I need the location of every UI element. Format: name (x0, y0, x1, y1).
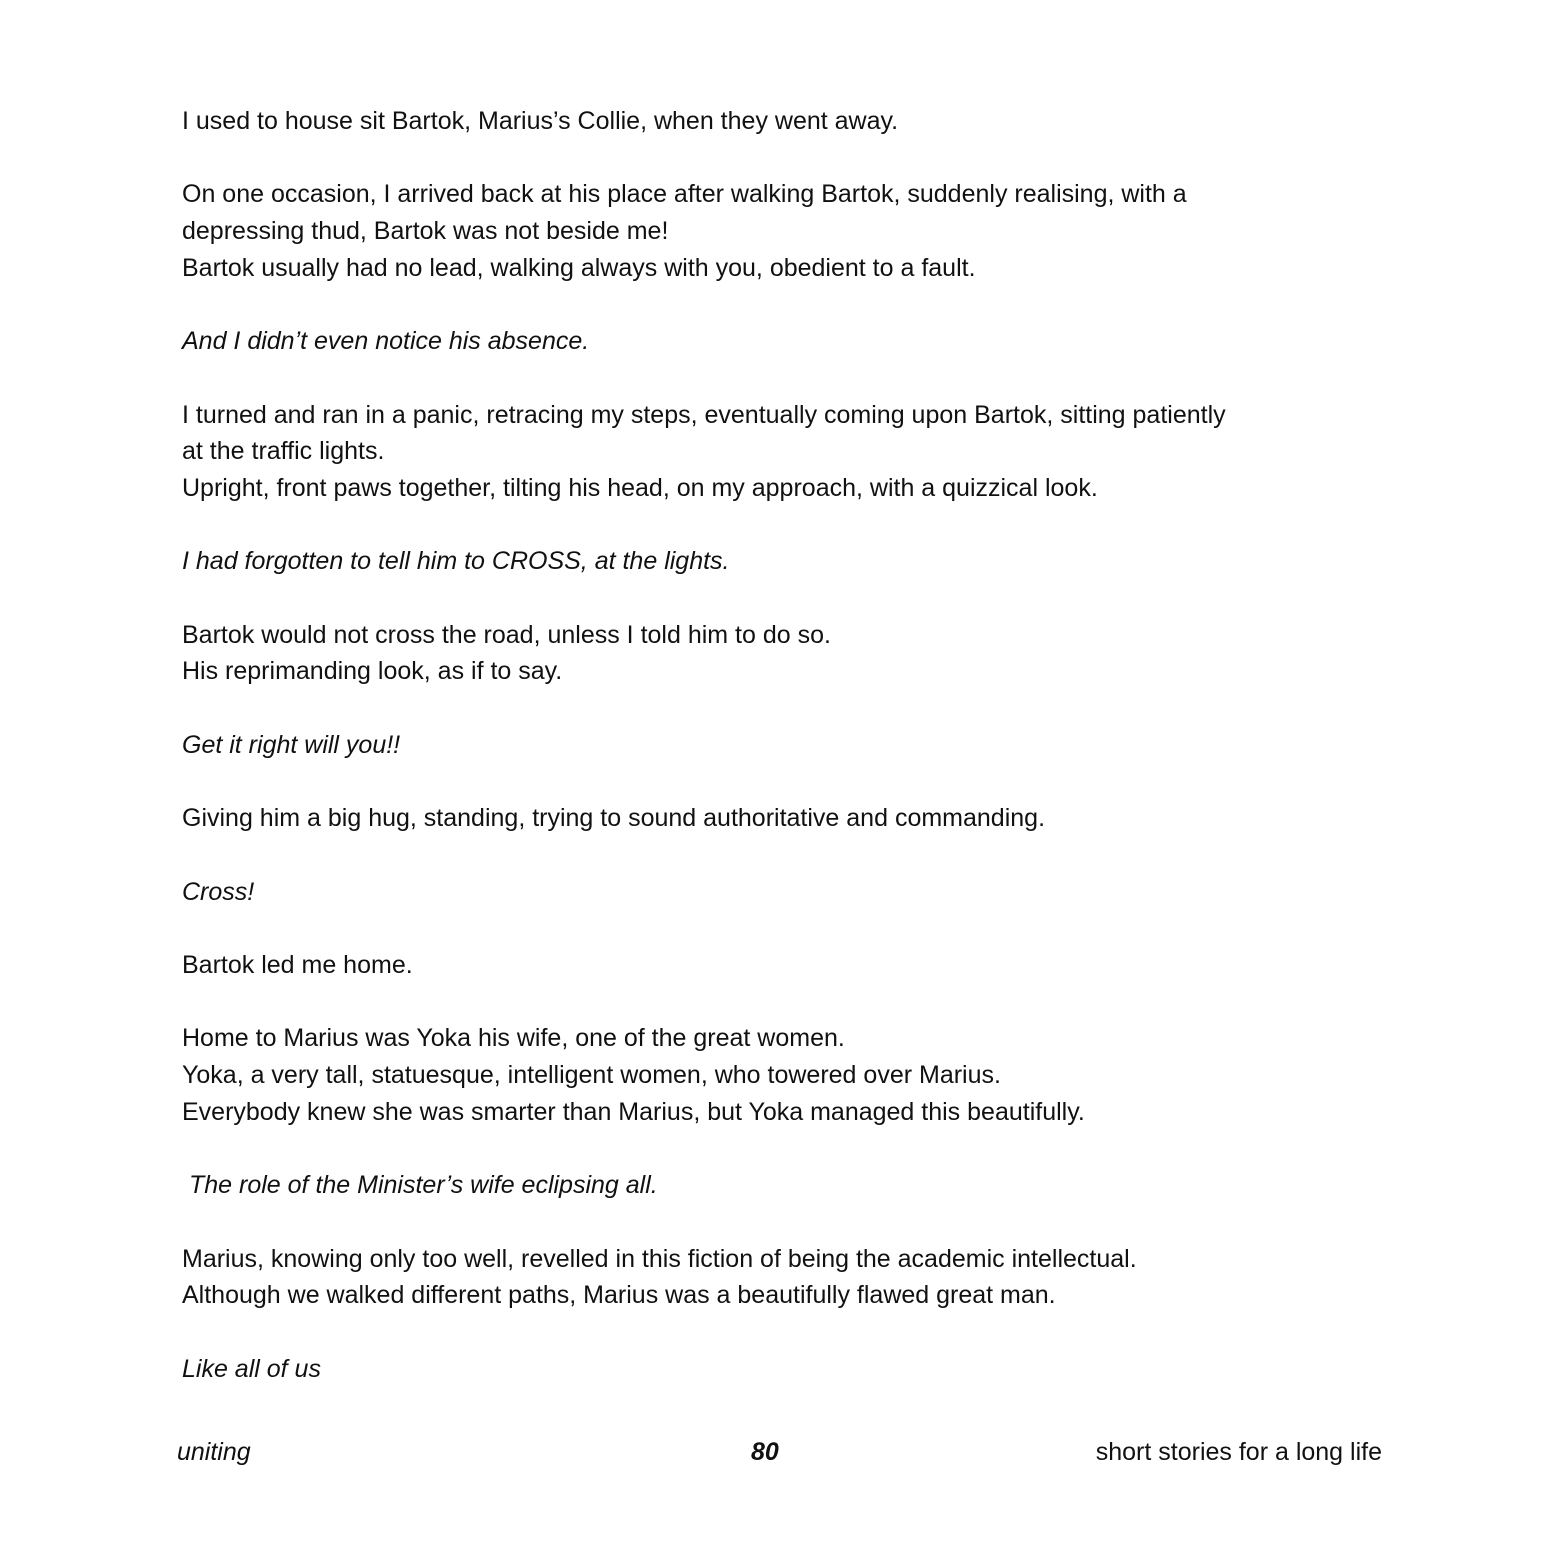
paragraph (182, 727, 1402, 764)
text-line: Home to Marius was Yoka his wife, one of the great women. (182, 1024, 845, 1053)
text-line: Marius, knowing only too well, revelled in this fiction of being the academic intellectual. (182, 1244, 1137, 1273)
text-line: Get it right will you!! (182, 730, 401, 759)
text-line: The role of the Minister’s wife eclipsing all. (189, 1171, 658, 1200)
text-line: Bartok would not cross the road, unless I told him to do so. (182, 620, 831, 649)
paragraph (182, 323, 1402, 360)
text-line: On one occasion, I arrived back at his place after walking Bartok, suddenly realising, with a (182, 180, 1187, 209)
page-footer (0, 1434, 1557, 1470)
text-line: Bartok led me home. (182, 951, 413, 980)
paragraph (182, 1167, 1402, 1204)
text-line: And I didn’t even notice his absence. (182, 327, 590, 356)
page-number: 80 (751, 1438, 779, 1466)
text-line: Giving him a big hug, standing, trying to sound authoritative and commanding. (182, 804, 1046, 833)
text-line: I turned and ran in a panic, retracing my steps, eventually coming upon Bartok, sitting patiently (182, 400, 1226, 429)
paragraph (182, 103, 1402, 140)
text-line: I had forgotten to tell him to CROSS, at the lights. (182, 547, 730, 576)
paragraph (182, 947, 1402, 984)
footer-book-title: short stories for a long life (1095, 1438, 1382, 1466)
paragraph (182, 1020, 1402, 1130)
text-line: Cross! (182, 877, 255, 906)
paragraph (182, 397, 1402, 507)
story-body (182, 103, 1402, 1424)
paragraph (182, 1351, 1402, 1388)
text-line: at the traffic lights. (182, 437, 385, 466)
text-line: depressing thud, Bartok was not beside me! (182, 217, 669, 246)
paragraph (182, 176, 1402, 286)
paragraph (182, 617, 1402, 690)
text-line: Although we walked different paths, Marius was a beautifully flawed great man. (182, 1281, 1056, 1310)
paragraph (182, 543, 1402, 580)
text-line: I used to house sit Bartok, Marius’s Collie, when they went away. (182, 107, 899, 135)
text-line: Everybody knew she was smarter than Marius, but Yoka managed this beautifully. (182, 1097, 1085, 1126)
paragraph (182, 1241, 1402, 1314)
text-line: His reprimanding look, as if to say. (182, 657, 563, 686)
text-line: Yoka, a very tall, statuesque, intelligent women, who towered over Marius. (182, 1061, 1001, 1090)
text-line: Upright, front paws together, tilting his head, on my approach, with a quizzical look. (182, 473, 1098, 502)
paragraph (182, 874, 1402, 911)
paragraph (182, 800, 1402, 837)
footer-section-title: uniting (177, 1438, 251, 1466)
text-line: Like all of us (182, 1354, 321, 1383)
text-line: Bartok usually had no lead, walking always with you, obedient to a fault. (182, 253, 976, 282)
